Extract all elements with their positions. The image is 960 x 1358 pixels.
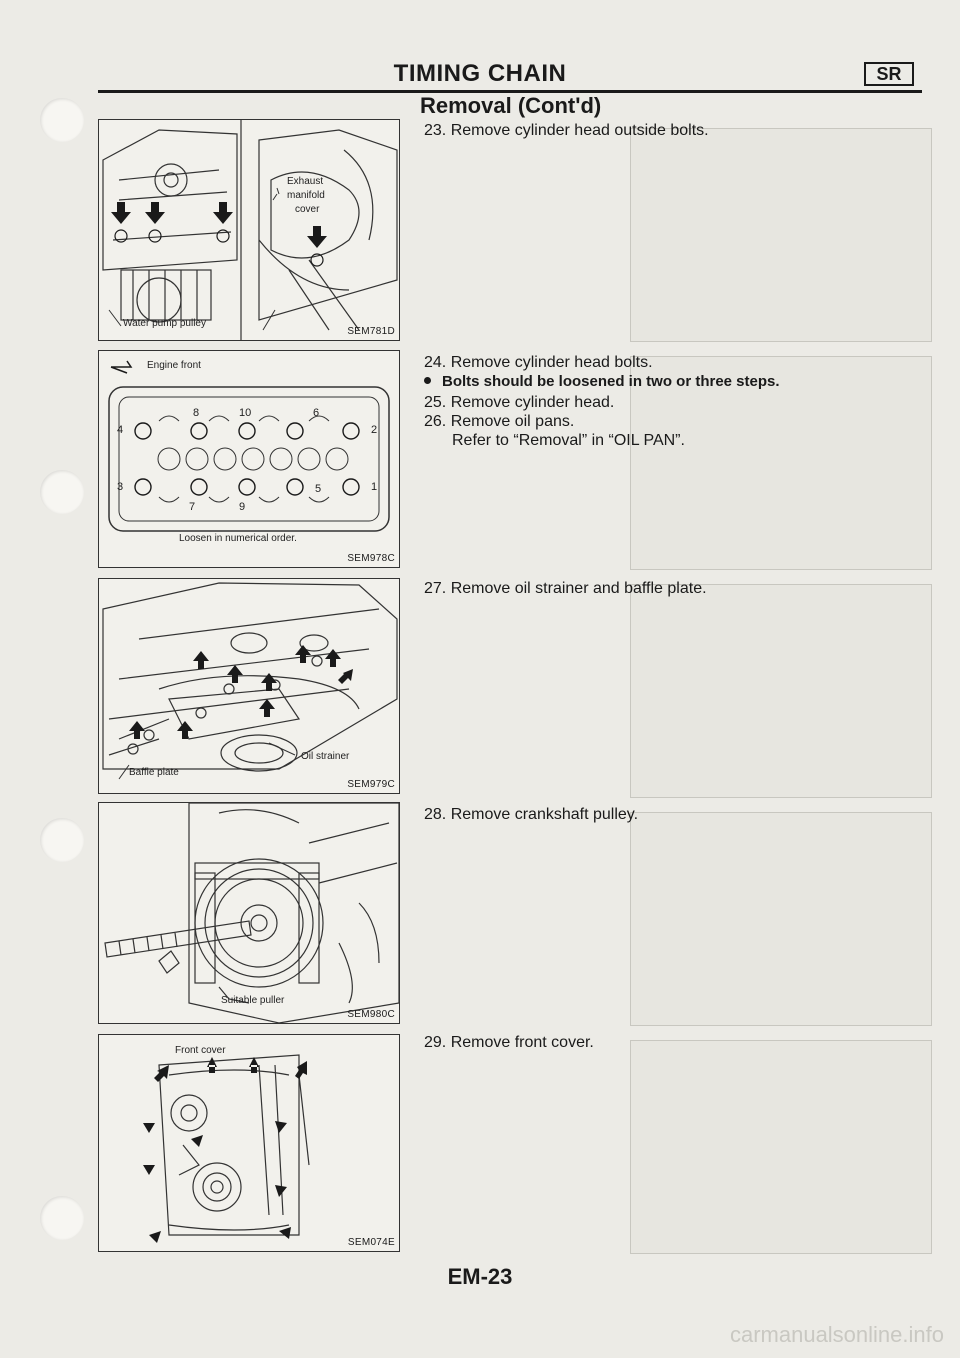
bolt-number: 3 <box>117 481 124 493</box>
figure-oil-strainer-baffle <box>98 578 400 794</box>
step-28: 28. Remove crankshaft pulley. <box>424 806 639 823</box>
bullet-icon <box>424 377 431 384</box>
label-front-cover: Front cover <box>175 1045 226 1056</box>
bolt-number: 10 <box>239 407 252 419</box>
bolt-number: 9 <box>239 501 246 513</box>
figure-cylinder-head-outside-bolts <box>98 119 400 341</box>
label-exhaust: Exhaust <box>287 176 324 187</box>
engine-head-illustration <box>99 120 400 341</box>
label-water-pump-pulley: Water pump pulley <box>123 318 206 329</box>
step-26-reference: Refer to “Removal” in “OIL PAN”. <box>452 432 685 449</box>
pulley-puller-illustration <box>99 803 400 1024</box>
bolt-number: 6 <box>313 407 320 419</box>
bolt-number: 7 <box>189 501 196 513</box>
page-number: EM-23 <box>447 1264 513 1289</box>
step-24-note-text: Bolts should be loosened in two or three steps. <box>442 373 780 390</box>
label-loosen-order: Loosen in numerical order. <box>179 533 297 544</box>
binder-hole <box>40 1196 84 1240</box>
figure-front-cover <box>98 1034 400 1252</box>
figure-crankshaft-pulley <box>98 802 400 1024</box>
bolt-number: 4 <box>117 424 124 436</box>
bleed-through-figure <box>630 812 932 1026</box>
step-24: 24. Remove cylinder head bolts. <box>424 354 653 371</box>
figure-code: SEM979C <box>347 779 395 790</box>
figure-code: SEM980C <box>347 1009 395 1020</box>
label-cover: cover <box>295 204 320 215</box>
bolt-number: 2 <box>371 424 378 436</box>
figure-code: SEM781D <box>347 326 395 337</box>
oil-strainer-illustration <box>99 579 400 794</box>
figure-head-bolt-sequence <box>98 350 400 568</box>
bleed-through-figure <box>630 584 932 798</box>
page-title: TIMING CHAIN <box>393 60 567 87</box>
label-oil-strainer: Oil strainer <box>301 751 350 762</box>
label-suitable-puller: Suitable puller <box>221 995 285 1006</box>
engine-badge: SR <box>864 62 914 86</box>
step-25: 25. Remove cylinder head. <box>424 394 615 411</box>
label-engine-front: Engine front <box>147 360 201 371</box>
step-29: 29. Remove front cover. <box>424 1034 594 1051</box>
step-26: 26. Remove oil pans. <box>424 413 575 430</box>
front-cover-illustration <box>99 1035 400 1252</box>
arrow-left-icon <box>111 361 131 373</box>
bolt-number: 1 <box>371 481 378 493</box>
step-24-note <box>424 373 780 391</box>
figure-code: SEM978C <box>347 553 395 564</box>
bolt-number: 8 <box>193 407 200 419</box>
section-title: Removal (Cont'd) <box>420 93 602 118</box>
label-manifold: manifold <box>287 190 325 201</box>
step-23: 23. Remove cylinder head outside bolts. <box>424 122 709 139</box>
bleed-through-figure <box>630 1040 932 1254</box>
figure-code: SEM074E <box>347 1237 395 1248</box>
binder-hole <box>40 818 84 862</box>
bleed-through-figure <box>630 128 932 342</box>
step-27: 27. Remove oil strainer and baffle plate. <box>424 580 707 597</box>
watermark: carmanualsonline.info <box>729 1322 944 1347</box>
bolt-number: 5 <box>315 483 322 495</box>
binder-hole <box>40 98 84 142</box>
label-baffle-plate: Baffle plate <box>129 767 179 778</box>
binder-hole <box>40 470 84 514</box>
